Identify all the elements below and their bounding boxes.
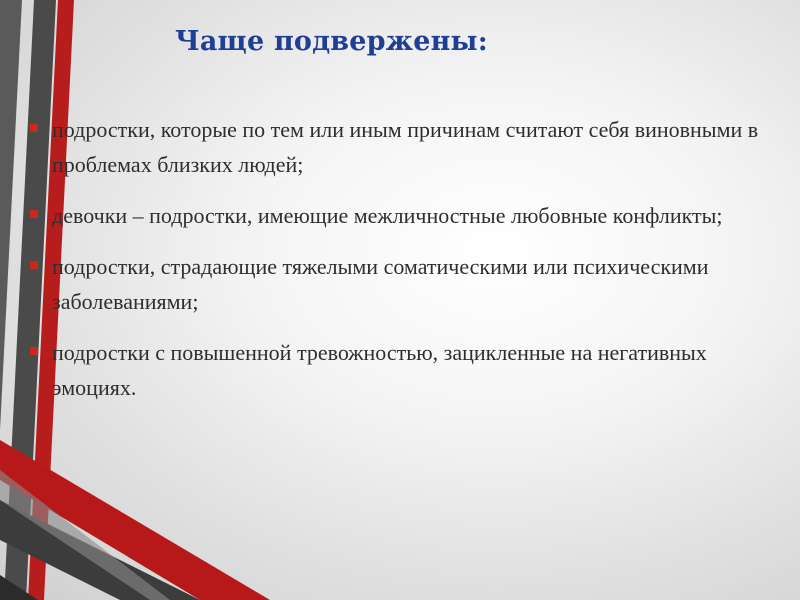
list-item xyxy=(30,112,780,182)
bullet-marker xyxy=(30,210,38,218)
list-item xyxy=(30,249,780,319)
slide-title: Чаще подвержены: xyxy=(175,26,488,57)
bullet-marker xyxy=(30,124,38,132)
bullet-marker xyxy=(30,347,38,355)
bullet-marker xyxy=(30,261,38,269)
bullet-text: подростки с повышенной тревожностью, зацикленные на негативных эмоциях. xyxy=(52,340,707,400)
list-item xyxy=(30,335,780,405)
bullet-text: подростки, которые по тем или иным причинам считают себя виновными в проблемах близких людей; xyxy=(52,117,759,177)
bullet-list xyxy=(30,112,780,421)
bullet-text: подростки, страдающие тяжелыми соматическими или психическими заболеваниями; xyxy=(52,254,709,314)
bullet-text: девочки – подростки, имеющие межличностные любовные конфликты; xyxy=(52,203,723,228)
list-item xyxy=(30,198,780,233)
